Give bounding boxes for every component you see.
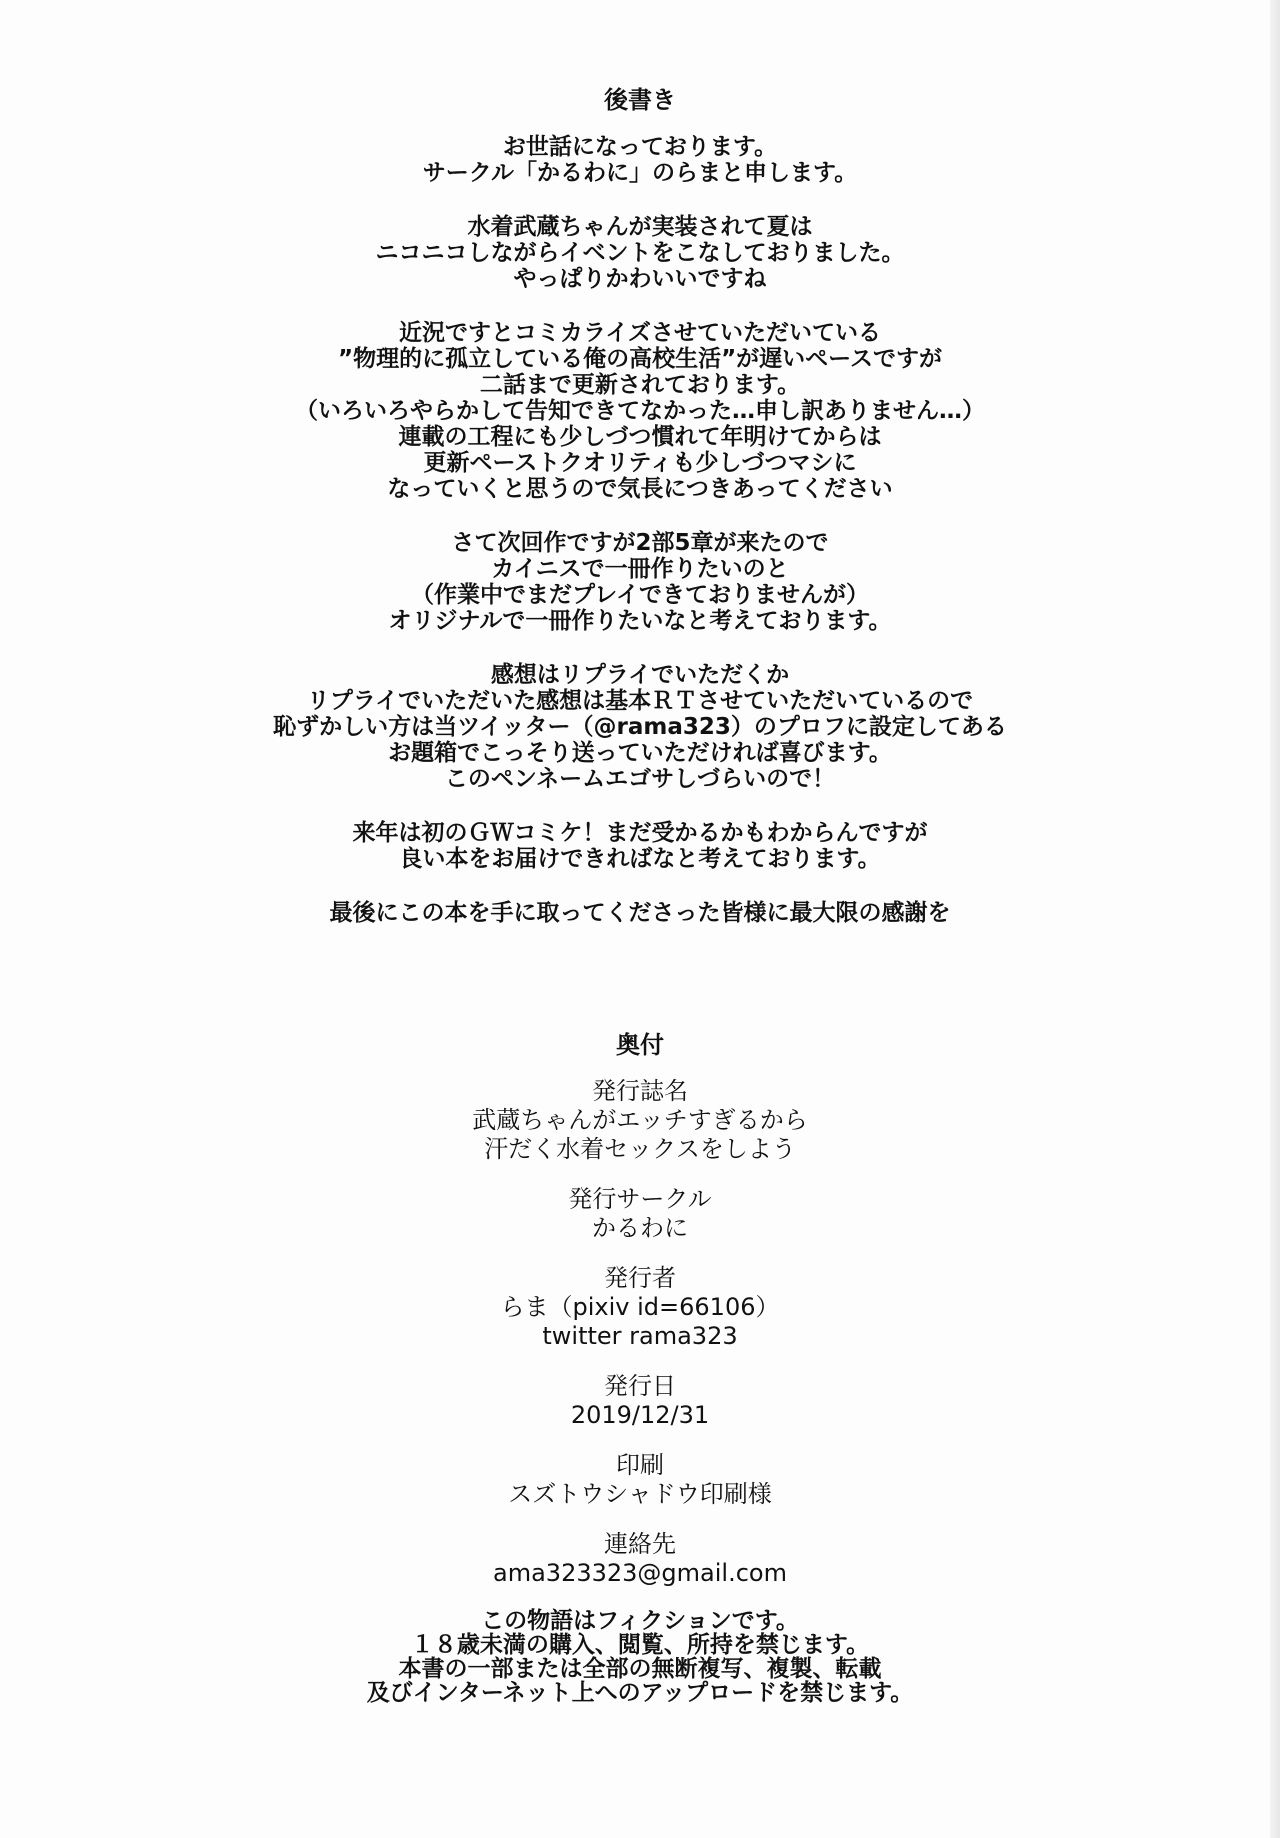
afterword-line: リプライでいただいた感想は基本ＲＴさせていただいているので <box>306 688 974 714</box>
afterword-line: オリジナルで一冊作りたいなと考えております。 <box>388 608 892 634</box>
afterword-paragraph <box>0 820 1280 872</box>
afterword-line: お題箱でこっそり送っていただければ喜びます。 <box>388 740 892 766</box>
colophon-item-label: 発行者 <box>604 1264 676 1292</box>
afterword-line: 良い本をお届けできればなと考えております。 <box>399 846 881 872</box>
afterword-line: 来年は初のＧＷコミケ！まだ受かるかもわからんですが <box>352 820 928 846</box>
afterword-line: サークル「かるわに」のらまと申します。 <box>422 160 858 186</box>
afterword-line: 連載の工程にも少しづつ慣れて年明けてからは <box>398 424 882 450</box>
colophon-item-value: スズトウシャドウ印刷様 <box>508 1480 772 1508</box>
colophon-item <box>0 1451 1280 1509</box>
afterword-line: さて次回作ですが2部5章が来たので <box>451 530 829 556</box>
colophon-title: 奥付 <box>616 1031 664 1059</box>
colophon-item <box>0 1077 1280 1164</box>
colophon-item-label: 連絡先 <box>604 1530 676 1558</box>
notice-line: この物語はフィクションです。 <box>481 1608 799 1634</box>
afterword-line: ”物理的に孤立している俺の高校生活”が遅いペースですが <box>337 346 943 372</box>
afterword-line: 更新ペーストクオリティも少しづつマシに <box>423 450 857 476</box>
afterword-line: カイニスで一冊作りたいのと <box>491 556 789 582</box>
afterword-title: 後書き <box>604 86 676 114</box>
afterword-line: お世話になっております。 <box>502 134 778 160</box>
colophon-item <box>0 1530 1280 1588</box>
afterword-line: やっぱりかわいいですね <box>513 266 767 292</box>
afterword-paragraph <box>0 662 1280 792</box>
colophon-item-label: 発行日 <box>604 1372 676 1400</box>
colophon-item-value: 2019/12/31 <box>570 1401 710 1429</box>
colophon-item-value: らま（pixiv id=66106） <box>500 1293 780 1321</box>
colophon-items <box>0 1077 1280 1588</box>
colophon-item <box>0 1372 1280 1430</box>
afterword-line: 感想はリプライでいただくか <box>490 662 790 688</box>
colophon-item <box>0 1185 1280 1243</box>
notice-line: 本書の一部または全部の無断複写、複製、転載 <box>398 1656 882 1682</box>
afterword-paragraph <box>0 320 1280 502</box>
notice-line: 及びインターネット上へのアップロードを禁じます。 <box>366 1680 914 1706</box>
afterword-line: 最後にこの本を手に取ってくださった皆様に最大限の感謝を <box>329 900 951 926</box>
afterword-section <box>0 86 1280 954</box>
afterword-body <box>0 134 1280 926</box>
afterword-paragraph <box>0 530 1280 634</box>
afterword-paragraph <box>0 900 1280 926</box>
colophon-item-value: ama323323@gmail.com <box>493 1559 787 1587</box>
afterword-line: このペンネームエゴサしづらいので！ <box>444 766 836 792</box>
afterword-line: （いろいろやらかして告知できてなかった…申し訳ありません…） <box>295 398 985 424</box>
colophon-item-label: 印刷 <box>616 1451 664 1479</box>
afterword-line: 近況ですとコミカライズさせていただいている <box>398 320 882 346</box>
notice-line: １８歳未満の購入、閲覧、所持を禁じます。 <box>410 1632 870 1658</box>
afterword-line: （作業中でまだプレイできておりませんが） <box>411 582 869 608</box>
afterword-line: 二話まで更新されております。 <box>479 372 801 398</box>
colophon-notice <box>0 1609 1280 1705</box>
colophon-item-label: 発行サークル <box>568 1185 712 1213</box>
afterword-line: なっていくと思うので気長につきあってください <box>387 476 893 502</box>
colophon-item-value: 汗だく水着セックスをしよう <box>484 1135 796 1163</box>
colophon-item-value: かるわに <box>592 1214 688 1242</box>
afterword-line: ニコニコしながらイベントをこなしておりました。 <box>375 240 905 266</box>
afterword-paragraph <box>0 134 1280 186</box>
afterword-paragraph <box>0 214 1280 292</box>
colophon-item <box>0 1264 1280 1351</box>
colophon-item-value: 武蔵ちゃんがエッチすぎるから <box>472 1106 808 1134</box>
colophon-section <box>0 1031 1280 1705</box>
afterword-line: 恥ずかしい方は当ツイッター（@rama323）のプロフに設定してある <box>273 714 1007 740</box>
colophon-item-value: twitter rama323 <box>542 1322 738 1350</box>
colophon-item-label: 発行誌名 <box>592 1077 688 1105</box>
afterword-line: 水着武蔵ちゃんが実装されて夏は <box>467 214 813 240</box>
